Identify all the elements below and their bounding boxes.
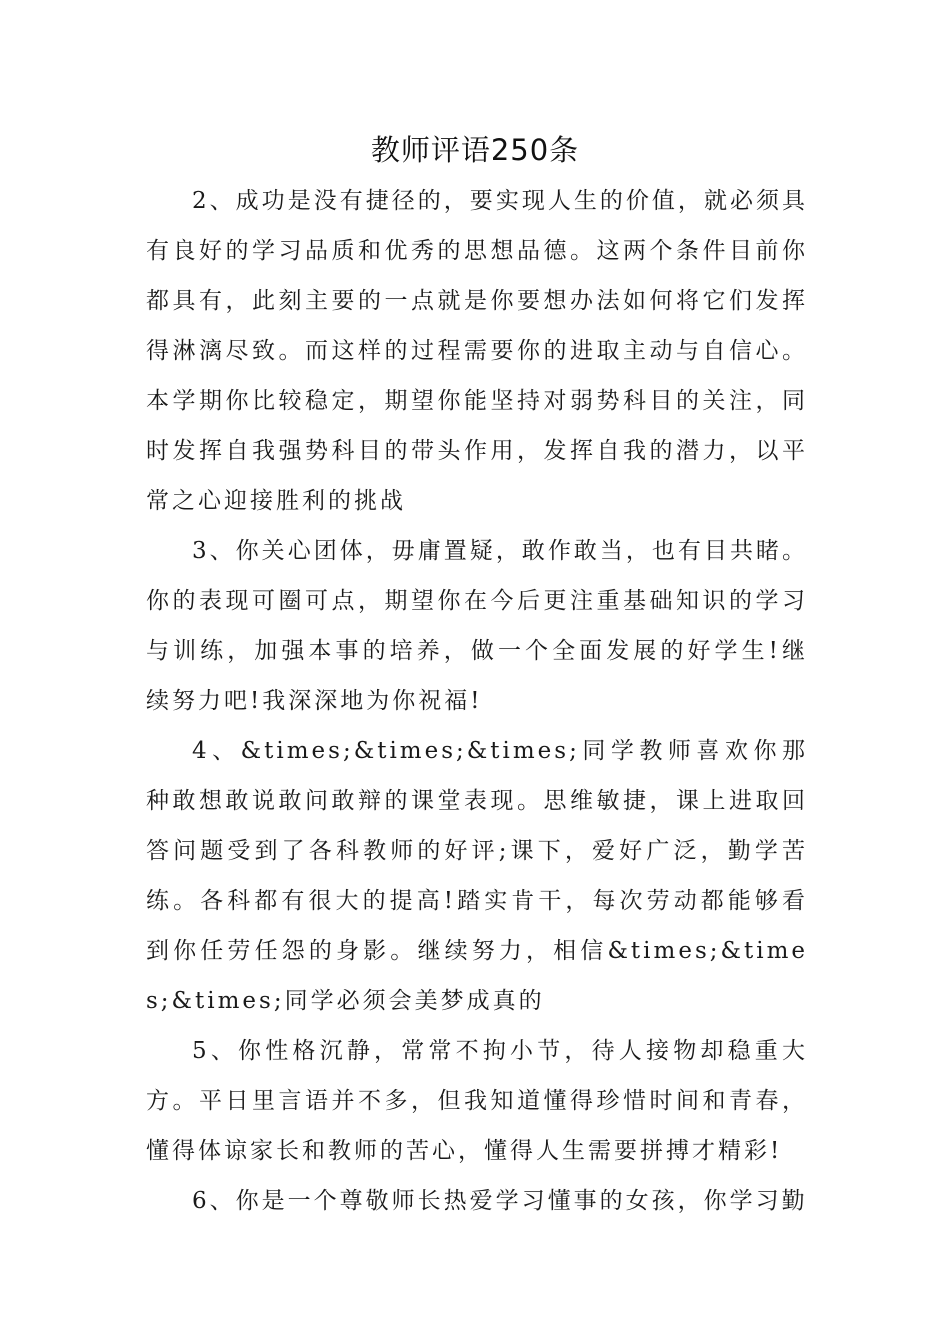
document-body <box>146 176 808 1226</box>
paragraph-4: 4、&times;&times;&times;同学教师喜欢你那种敢想敢说敢问敢辩的课堂表现。思维敏捷，课上进取回答问题受到了各科教师的好评;课下，爱好广泛，勤学苦练。各科都有很大的提高!踏实肯干，每次劳动都能够看到你任劳任怨的身影。继续努力，相信&times;&times;&times;同学必须会美梦成真的 <box>146 738 808 1014</box>
paragraph-3: 3、你关心团体，毋庸置疑，敢作敢当，也有目共睹。你的表现可圈可点，期望你在今后更注重基础知识的学习与训练，加强本事的培养，做一个全面发展的好学生!继续努力吧!我深深地为你祝福! <box>146 538 808 714</box>
paragraph-6: 6、你是一个尊敬师长热爱学习懂事的女孩，你学习勤 <box>192 1188 808 1214</box>
paragraph-2: 2、成功是没有捷径的，要实现人生的价值，就必须具有良好的学习品质和优秀的思想品德。这两个条件目前你都具有，此刻主要的一点就是你要想办法如何将它们发挥得淋漓尽致。而这样的过程需要你的进取主动与自信心。本学期你比较稳定，期望你能坚持对弱势科目的关注，同时发挥自我强势科目的带头作用，发挥自我的潜力，以平常之心迎接胜利的挑战 <box>146 188 808 514</box>
paragraph-5: 5、你性格沉静，常常不拘小节，待人接物却稳重大方。平日里言语并不多，但我知道懂得珍惜时间和青春，懂得体谅家长和教师的苦心，懂得人生需要拼搏才精彩! <box>146 1038 808 1164</box>
document-title: 教师评语250条 <box>370 133 580 167</box>
